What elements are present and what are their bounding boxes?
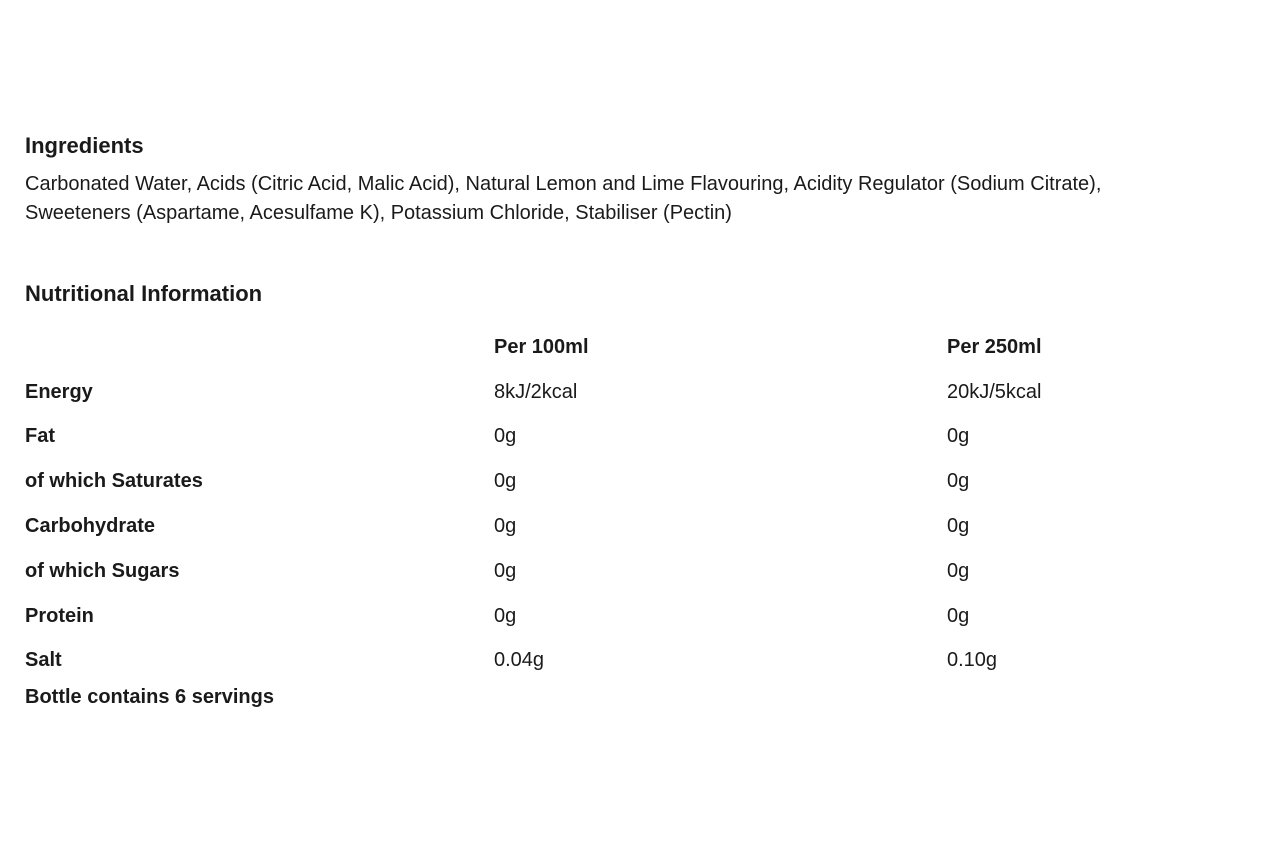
value-per-100ml: 0g: [494, 425, 517, 448]
table-row: [25, 594, 1247, 639]
table-row: [25, 459, 1247, 504]
value-per-250ml: 0g: [947, 604, 970, 627]
table-row: [25, 639, 1247, 684]
column-header-label: [25, 325, 494, 370]
value-per-250ml: 0g: [947, 425, 970, 448]
nutrient-label: of which Sugars: [25, 559, 180, 582]
value-per-250ml: 0.10g: [947, 649, 998, 672]
table-row: [25, 370, 1247, 415]
nutrition-heading: Nutritional Information: [25, 281, 263, 306]
nutrient-label: Salt: [25, 649, 62, 672]
value-per-100ml: 0g: [494, 604, 517, 627]
value-per-250ml: 0g: [947, 559, 970, 582]
nutrient-label: Energy: [25, 380, 93, 403]
value-per-100ml: 0.04g: [494, 649, 545, 672]
nutrient-label: Fat: [25, 425, 55, 448]
value-per-250ml: 20kJ/5kcal: [947, 380, 1042, 403]
column-header-per-100ml: Per 100ml: [494, 335, 589, 358]
nutrient-label: of which Saturates: [25, 470, 203, 493]
value-per-100ml: 0g: [494, 470, 517, 493]
table-row: [25, 504, 1247, 549]
value-per-250ml: 0g: [947, 515, 970, 538]
nutrition-table: [25, 325, 1247, 683]
ingredients-line: Sweeteners (Aspartame, Acesulfame K), Potassium Chloride, Stabiliser (Pectin): [25, 202, 732, 224]
value-per-100ml: 0g: [494, 515, 517, 538]
servings-note: Bottle contains 6 servings: [25, 686, 274, 708]
nutrition-header-row: [25, 325, 1247, 370]
table-row: [25, 415, 1247, 460]
table-row: [25, 549, 1247, 594]
ingredients-line: Carbonated Water, Acids (Citric Acid, Malic Acid), Natural Lemon and Lime Flavouring, Acidity Regulator (Sodium Citrate),: [25, 173, 1102, 195]
ingredients-text: [25, 170, 1275, 228]
nutrient-label: Protein: [25, 604, 94, 627]
value-per-100ml: 8kJ/2kcal: [494, 380, 578, 403]
ingredients-heading: Ingredients: [25, 133, 144, 158]
value-per-100ml: 0g: [494, 559, 517, 582]
nutrient-label: Carbohydrate: [25, 515, 156, 538]
value-per-250ml: 0g: [947, 470, 970, 493]
column-header-per-250ml: Per 250ml: [947, 335, 1042, 358]
